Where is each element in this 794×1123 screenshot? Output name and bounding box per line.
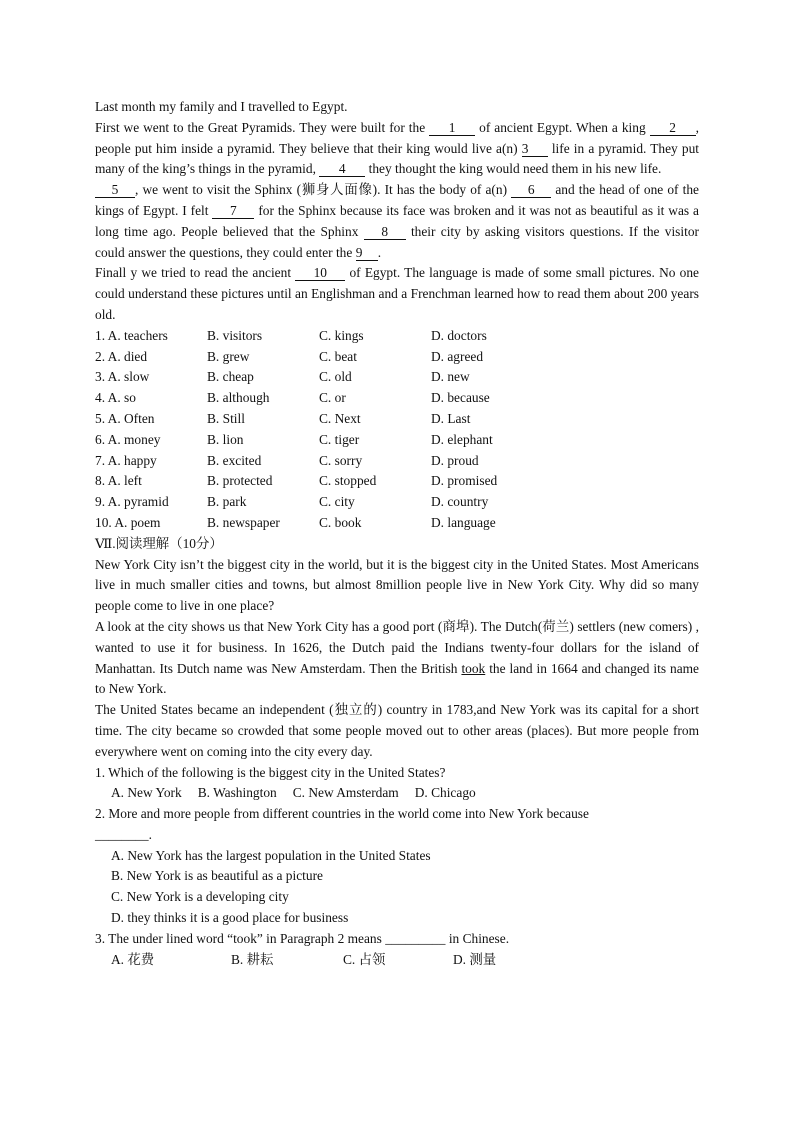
option-b: B. Still	[207, 410, 245, 426]
question-3	[95, 929, 699, 950]
text: A look at the city shows us that New York City has a good port (商埠). The Dutch(荷兰) settlers (new comers) , wanted to use it for business. In 1626, the Dutch paid the Indians twenty-four dollars for the island of Manhattan. Its Dutch name was New Amsterdam. Then the British	[95, 618, 699, 676]
question-1: 1. Which of the following is the biggest city in the United States?	[95, 764, 446, 780]
option-a: 10. A. poem	[95, 514, 161, 530]
blank-9: 9	[356, 245, 378, 261]
section-heading: Ⅶ.阅读理解（10分）	[95, 535, 223, 551]
option-d: D. doctors	[431, 327, 487, 343]
option-row	[95, 326, 699, 347]
questions	[95, 763, 699, 971]
choice: C. New Amsterdam	[292, 785, 399, 801]
text: they thought the king would need them in his new life.	[368, 161, 662, 177]
reading-passage	[95, 555, 699, 763]
option-c: C. tiger	[319, 431, 360, 447]
option-row	[95, 430, 699, 451]
choice: C. 占领	[343, 951, 386, 967]
option-a: 5. A. Often	[95, 410, 155, 426]
question-2-options	[95, 846, 699, 929]
choice: A. New York has the largest population in the United States	[111, 847, 431, 863]
choice: C. New York is a developing city	[111, 889, 289, 905]
option-b: B. excited	[207, 452, 262, 468]
text: First we went to the Great Pyramids. They were built for the	[95, 119, 426, 135]
question-2-blank: ________.	[95, 826, 152, 842]
option-c: C. book	[319, 514, 362, 530]
option-c: C. sorry	[319, 452, 363, 468]
option-b: B. lion	[207, 431, 244, 447]
text: Finall y we tried to read the ancient	[95, 265, 292, 281]
reading-para-2	[95, 617, 699, 700]
option-c: C. city	[319, 494, 355, 510]
blank-6: 6	[511, 182, 551, 198]
option-d: D. agreed	[431, 348, 484, 364]
option-b: B. newspaper	[207, 514, 280, 530]
text: .	[377, 244, 382, 260]
option-a: 9. A. pyramid	[95, 494, 169, 510]
blank-7: 7	[212, 203, 254, 219]
option-a: 1. A. teachers	[95, 327, 168, 343]
cloze-para-2	[95, 118, 699, 180]
text: of ancient Egypt. When a king	[479, 119, 646, 135]
choice: A. 花费	[111, 951, 155, 967]
cloze-passage	[95, 97, 699, 326]
option-d: D. country	[431, 494, 489, 510]
option-row	[95, 347, 699, 368]
option-a: 7. A. happy	[95, 452, 157, 468]
blank-8: 8	[364, 224, 406, 240]
option-c: C. Next	[319, 410, 361, 426]
blank-5: 5	[95, 182, 135, 198]
cloze-options	[95, 326, 699, 534]
cloze-para-4	[95, 263, 699, 325]
reading-para-3: The United States became an independent (独立的) country in 1783,and New York was its capital for a short time. The city became so crowded that some people moved out to other areas (places). But more people from everywhere went on coming into the city every day.	[95, 702, 699, 759]
option-d: D. elephant	[431, 431, 493, 447]
text: of Egypt. The language is made of some small pictures. No one could understand these pictures until an Englishman and a Frenchman learned how to read them about 200 years old.	[95, 265, 699, 322]
blank-10: 10	[295, 265, 345, 281]
reading-para-1: New York City isn’t the biggest city in the world, but it is the biggest city in the United States. Most Americans live in much smaller cities and towns, but almost 8million people live in New York City. Why did so many people come to live in one place?	[95, 556, 699, 614]
option-b: B. park	[207, 494, 247, 510]
choice: B. Washington	[197, 785, 277, 801]
question-2: 2. More and more people from different countries in the world come into New York because	[95, 806, 589, 822]
page-content	[95, 97, 699, 970]
blank-2: 2	[650, 120, 696, 136]
text: , we went to visit the Sphinx (狮身人面像). It has the body of a(n)	[135, 182, 508, 198]
choice: D. Chicago	[414, 785, 476, 801]
blank-1: 1	[429, 120, 475, 136]
option-a: 8. A. left	[95, 473, 142, 489]
choice: D. they thinks it is a good place for business	[111, 910, 349, 926]
underlined-word: took	[461, 660, 486, 676]
option-c: C. stopped	[319, 473, 377, 489]
option-c: C. beat	[319, 348, 357, 364]
choice: A. New York	[111, 785, 182, 801]
option-b: B. protected	[207, 473, 273, 489]
choice: D. 测量	[453, 951, 497, 967]
option-d: D. language	[431, 514, 496, 530]
cloze-para-3	[95, 180, 699, 263]
text: for the Sphinx because its face was broken and it was not as beautiful as it was a long time ago. People believed that the Sphinx	[95, 202, 699, 239]
option-a: 3. A. slow	[95, 369, 150, 385]
option-c: C. old	[319, 369, 352, 385]
option-c: C. or	[319, 390, 346, 406]
blank-4: 4	[319, 161, 365, 177]
option-d: D. because	[431, 390, 490, 406]
option-row	[95, 471, 699, 492]
answer-blank: _________	[385, 930, 446, 946]
option-d: D. proud	[431, 452, 479, 468]
text: the land in 1664 and changed its name to New York.	[95, 660, 699, 697]
text: their city by asking visitors questions. If the visitor could answer the questions, they could enter the	[95, 223, 699, 260]
option-b: B. although	[207, 390, 270, 406]
option-d: D. new	[431, 369, 470, 385]
option-row	[95, 513, 699, 534]
cloze-para-1: Last month my family and I travelled to Egypt.	[95, 99, 348, 114]
option-d: D. promised	[431, 473, 498, 489]
option-b: B. visitors	[207, 327, 263, 343]
text: life in a pyramid. They put many of the king’s things in the pyramid,	[95, 140, 699, 177]
option-b: B. grew	[207, 348, 250, 364]
option-row	[95, 409, 699, 430]
blank-3: 3	[522, 141, 548, 157]
option-d: D. Last	[431, 410, 471, 426]
question-1-options	[95, 783, 699, 804]
option-b: B. cheap	[207, 369, 254, 385]
option-a: 2. A. died	[95, 348, 148, 364]
question-3-options	[95, 950, 699, 971]
text: and the head of one of the kings of Egypt. I felt	[95, 182, 699, 218]
choice: B. New York is as beautiful as a picture	[111, 868, 323, 884]
text: in Chinese.	[448, 930, 510, 946]
option-a: 6. A. money	[95, 431, 161, 447]
option-a: 4. A. so	[95, 390, 136, 406]
text: , people put him inside a pyramid. They believe that their king would live a(n)	[95, 119, 699, 156]
option-row	[95, 492, 699, 513]
option-row	[95, 388, 699, 409]
text: 3. The under lined word “took” in Paragraph 2 means	[95, 930, 382, 946]
option-row	[95, 451, 699, 472]
option-c: C. kings	[319, 327, 364, 343]
choice: B. 耕耘	[231, 951, 274, 967]
option-row	[95, 367, 699, 388]
